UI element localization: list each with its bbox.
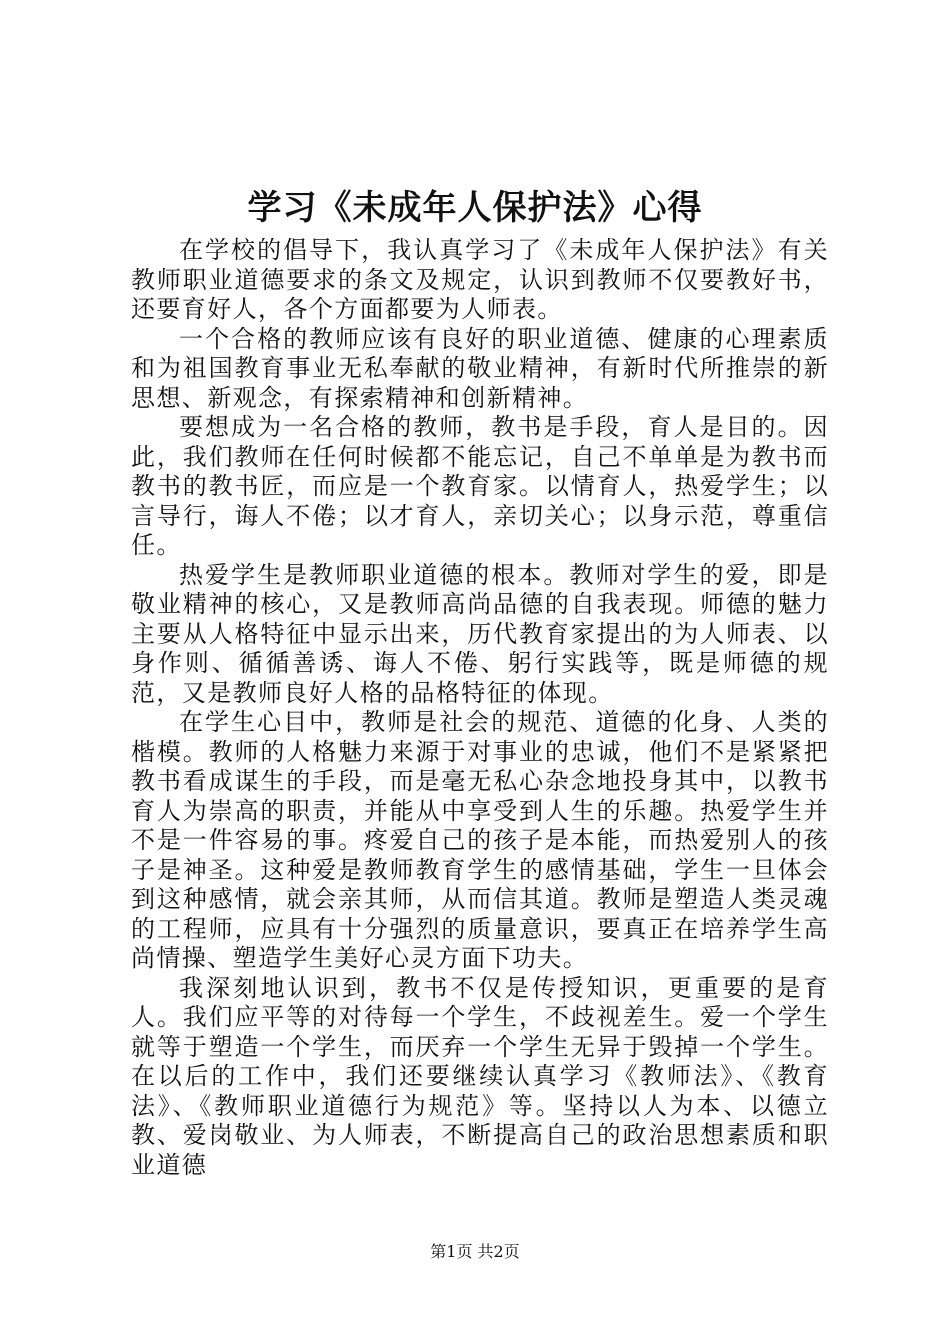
document-title: 学习《未成年人保护法》心得 <box>247 188 703 228</box>
paragraph: 一个合格的教师应该有良好的职业道德、健康的心理素质和为祖国教育事业无私奉献的敬业精神，有新时代所推崇的新思想、新观念，有探索精神和创新精神。 <box>131 324 829 412</box>
paragraph: 热爱学生是教师职业道德的根本。教师对学生的爱，即是敬业精神的核心，又是教师高尚品德的自我表现。师德的魅力主要从人格特征中显示出来，历代教育家提出的为人师表、以身作则、循循善诱、诲人不倦、躬行实践等，既是师德的规范，又是教师良好人格的品格特征的体现。 <box>131 560 829 707</box>
paragraph: 在学校的倡导下，我认真学习了《未成年人保护法》有关教师职业道德要求的条文及规定，认识到教师不仅要教好书，还要育好人，各个方面都要为人师表。 <box>131 236 829 323</box>
document-body <box>131 236 829 1180</box>
paragraph: 要想成为一名合格的教师，教书是手段，育人是目的。因此，我们教师在任何时候都不能忘记，自己不单单是为教书而教书的教书匠，而应是一个教育家。以情育人，热爱学生；以言导行，诲人不倦；以才育人，亲切关心；以身示范，尊重信任。 <box>131 413 829 559</box>
page-number-footer: 第1页 共2页 <box>430 1242 520 1261</box>
paragraph: 我深刻地认识到，教书不仅是传授知识，更重要的是育人。我们应平等的对待每一个学生，不歧视差生。爱一个学生就等于塑造一个学生，而厌弃一个学生无异于毁掉一个学生。在以后的工作中，我们还要继续认真学习《教师法》、《教育法》、《教师职业道德行为规范》等。坚持以人为本、以德立教、爱岗敬业、为人师表，不断提高自己的政治思想素质和职业道德 <box>131 973 829 1179</box>
paragraph: 在学生心目中，教师是社会的规范、道德的化身、人类的楷模。教师的人格魅力来源于对事业的忠诚，他们不是紧紧把教书看成谋生的手段，而是毫无私心杂念地投身其中，以教书育人为崇高的职责，并能从中享受到人生的乐趣。热爱学生并不是一件容易的事。疼爱自己的孩子是本能，而热爱别人的孩子是神圣。这种爱是教师教育学生的感情基础，学生一旦体会到这种感情，就会亲其师，从而信其道。教师是塑造人类灵魂的工程师，应具有十分强烈的质量意识，要真正在培养学生高尚情操、塑造学生美好心灵方面下功夫。 <box>131 708 829 972</box>
